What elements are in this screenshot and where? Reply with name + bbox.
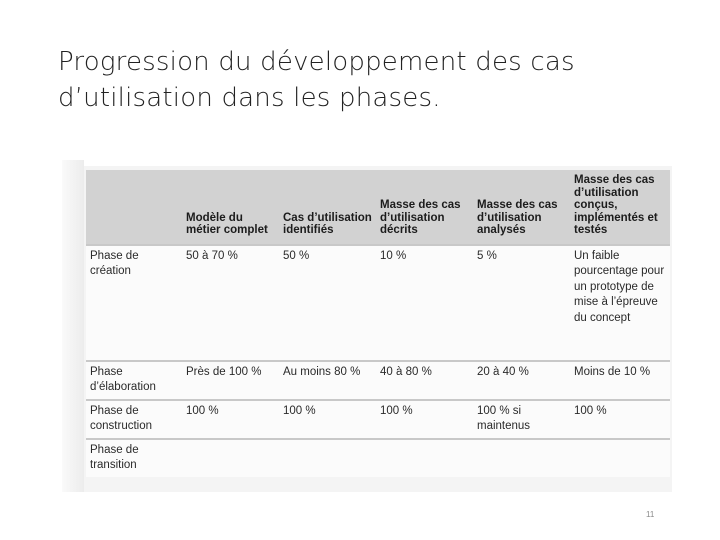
table-cell: 20 à 40 % xyxy=(473,361,570,400)
table-cell: Moins de 10 % xyxy=(570,361,670,400)
row-label: Phase de création xyxy=(86,245,182,361)
table-cell: Un faible pourcentage pour un prototype de mise à l’épreuve du concept xyxy=(570,245,670,361)
table-cell: 50 % xyxy=(279,245,376,361)
row-label: Phase d’élaboration xyxy=(86,361,182,400)
header-cas-decrits: Masse des cas d’utilisation décrits xyxy=(376,170,473,245)
table-cell: 100 % xyxy=(376,400,473,439)
table-row-transition xyxy=(86,439,670,477)
table-cell xyxy=(473,439,570,477)
slide-title xyxy=(58,44,678,116)
table-row-elaboration xyxy=(86,361,670,400)
table-cell: 100 % xyxy=(182,400,279,439)
header-cas-analyses: Masse des cas d’utilisation analysés xyxy=(473,170,570,245)
table-cell: Au moins 80 % xyxy=(279,361,376,400)
header-modele-metier: Modèle du métier complet xyxy=(182,170,279,245)
table-cell xyxy=(376,439,473,477)
header-phase xyxy=(86,170,182,245)
table-cell: 100 % xyxy=(570,400,670,439)
table-cell: 50 à 70 % xyxy=(182,245,279,361)
table-cell: 5 % xyxy=(473,245,570,361)
table-cell xyxy=(279,439,376,477)
table-row-creation xyxy=(86,245,670,361)
table-cell: Près de 100 % xyxy=(182,361,279,400)
header-cas-identifies: Cas d’utilisation identifiés xyxy=(279,170,376,245)
table-cell: 100 % si maintenus xyxy=(473,400,570,439)
table-cell xyxy=(570,439,670,477)
slide-title-line-1: Progression du développement des cas xyxy=(58,47,575,77)
table-cell: 10 % xyxy=(376,245,473,361)
row-label: Phase de transition xyxy=(86,439,182,477)
table-header-row xyxy=(86,170,670,245)
header-cas-concus: Masse des cas d’utilisation conçus, implémentés et testés xyxy=(570,170,670,245)
table-row-construction xyxy=(86,400,670,439)
table-cell: 100 % xyxy=(279,400,376,439)
table-cell xyxy=(182,439,279,477)
scan-edge xyxy=(62,160,84,492)
row-label: Phase de construction xyxy=(86,400,182,439)
slide-title-line-2: d’utilisation dans les phases. xyxy=(58,83,441,113)
page-number: 11 xyxy=(646,510,655,519)
phases-table xyxy=(86,170,670,477)
table-cell: 40 à 80 % xyxy=(376,361,473,400)
